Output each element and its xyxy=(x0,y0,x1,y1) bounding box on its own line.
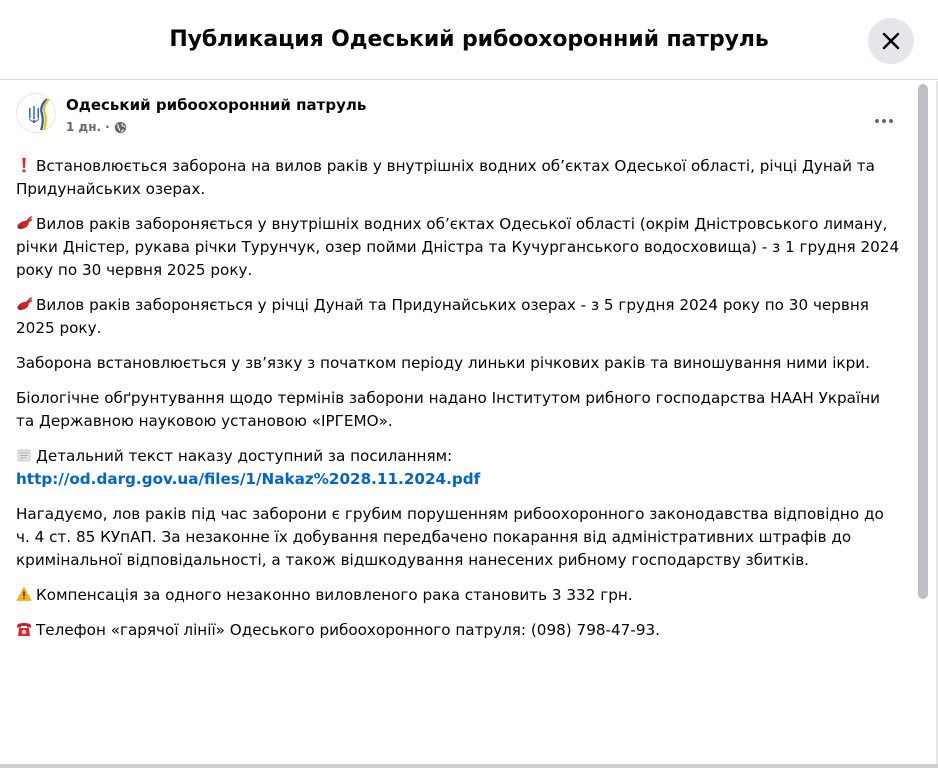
dialog-content xyxy=(0,81,938,768)
more-options-icon xyxy=(875,119,879,123)
post-paragraph xyxy=(16,352,902,375)
post-paragraph xyxy=(16,155,902,201)
paragraph-text: Детальний текст наказу доступний за посиланням: xyxy=(36,447,453,465)
post-paragraph xyxy=(16,387,902,433)
author-block xyxy=(66,93,366,134)
close-icon xyxy=(881,31,901,51)
post-meta xyxy=(66,120,366,134)
dialog-header xyxy=(0,0,938,80)
paragraph-text: Біологічне обґрунтування щодо термінів заборони надано Інститутом рибного господарства НААН України та Державною науковою установою «ІРГЕМО». xyxy=(16,389,881,430)
dialog-title: Публикация Одеський рибоохоронний патруль xyxy=(169,27,769,52)
globe-icon[interactable] xyxy=(114,121,127,134)
post-paragraph xyxy=(16,584,902,607)
post-paragraph xyxy=(16,503,902,572)
telephone-icon xyxy=(16,621,32,637)
post-time[interactable]: 1 дн. xyxy=(66,120,102,134)
scrollbar-thumb[interactable] xyxy=(918,84,928,599)
bottom-edge xyxy=(0,764,938,768)
post-paragraph xyxy=(16,445,902,491)
avatar[interactable] xyxy=(16,93,56,133)
more-options-dot xyxy=(882,119,886,123)
paragraph-text: Вилов раків забороняється у внутрішніх водних об’єктах Одеської області (окрім Дністровського лиману, річки Дністер, рукава річки Турунчук, озер пойми Дністра та Кучурганського водосховища) - з 1 грудня 2024 року по 30 червня 2025 року. xyxy=(16,215,900,279)
more-options-dot xyxy=(889,119,893,123)
exclamation-icon xyxy=(16,157,32,173)
trident-logo-icon xyxy=(17,94,56,133)
paragraph-text: Встановлюється заборона на вилов раків у внутрішніх водних об’єктах Одеської області, річці Дунай та Придунайських озерах. xyxy=(16,157,875,198)
paragraph-text: Компенсація за одного незаконно виловленого рака становить 3 332 грн. xyxy=(36,586,633,604)
more-options-button[interactable] xyxy=(866,103,902,139)
paragraph-text: Вилов раків забороняється у річці Дунай та Придунайських озерах - з 5 грудня 2024 року по 30 червня 2025 року. xyxy=(16,296,869,337)
scrollbar-track[interactable] xyxy=(918,81,928,768)
post-body xyxy=(16,155,902,642)
order-document-link[interactable]: http://od.darg.gov.ua/files/1/Nakaz%2028.11.2024.pdf xyxy=(16,470,481,488)
post-paragraph xyxy=(16,619,902,642)
meta-separator: · xyxy=(105,120,110,134)
crayfish-icon xyxy=(16,296,32,312)
post-paragraph xyxy=(16,294,902,340)
paragraph-text: Заборона встановлюється у зв’язку з початком періоду линьки річкових раків та виношування ними ікри. xyxy=(16,354,870,372)
paragraph-text: Телефон «гарячої лінії» Одеського рибоохоронного патруля: (098) 798-47-93. xyxy=(36,621,660,639)
crayfish-icon xyxy=(16,215,32,231)
paragraph-text: Нагадуємо, лов раків під час заборони є грубим порушенням рибоохоронного законодавства відповідно до ч. 4 ст. 85 КУпАП. За незаконне їх добування передбачено покарання від адміністративних штрафів до кримінальної відповідальності, а також відшкодування нанесених рибному господарству збитків. xyxy=(16,505,884,569)
warning-icon xyxy=(16,586,32,602)
author-name[interactable]: Одеський рибоохоронний патруль xyxy=(66,96,367,114)
close-button[interactable] xyxy=(868,18,914,64)
post xyxy=(0,81,918,654)
post-header xyxy=(16,81,902,155)
document-icon xyxy=(16,447,32,463)
post-paragraph xyxy=(16,213,902,282)
